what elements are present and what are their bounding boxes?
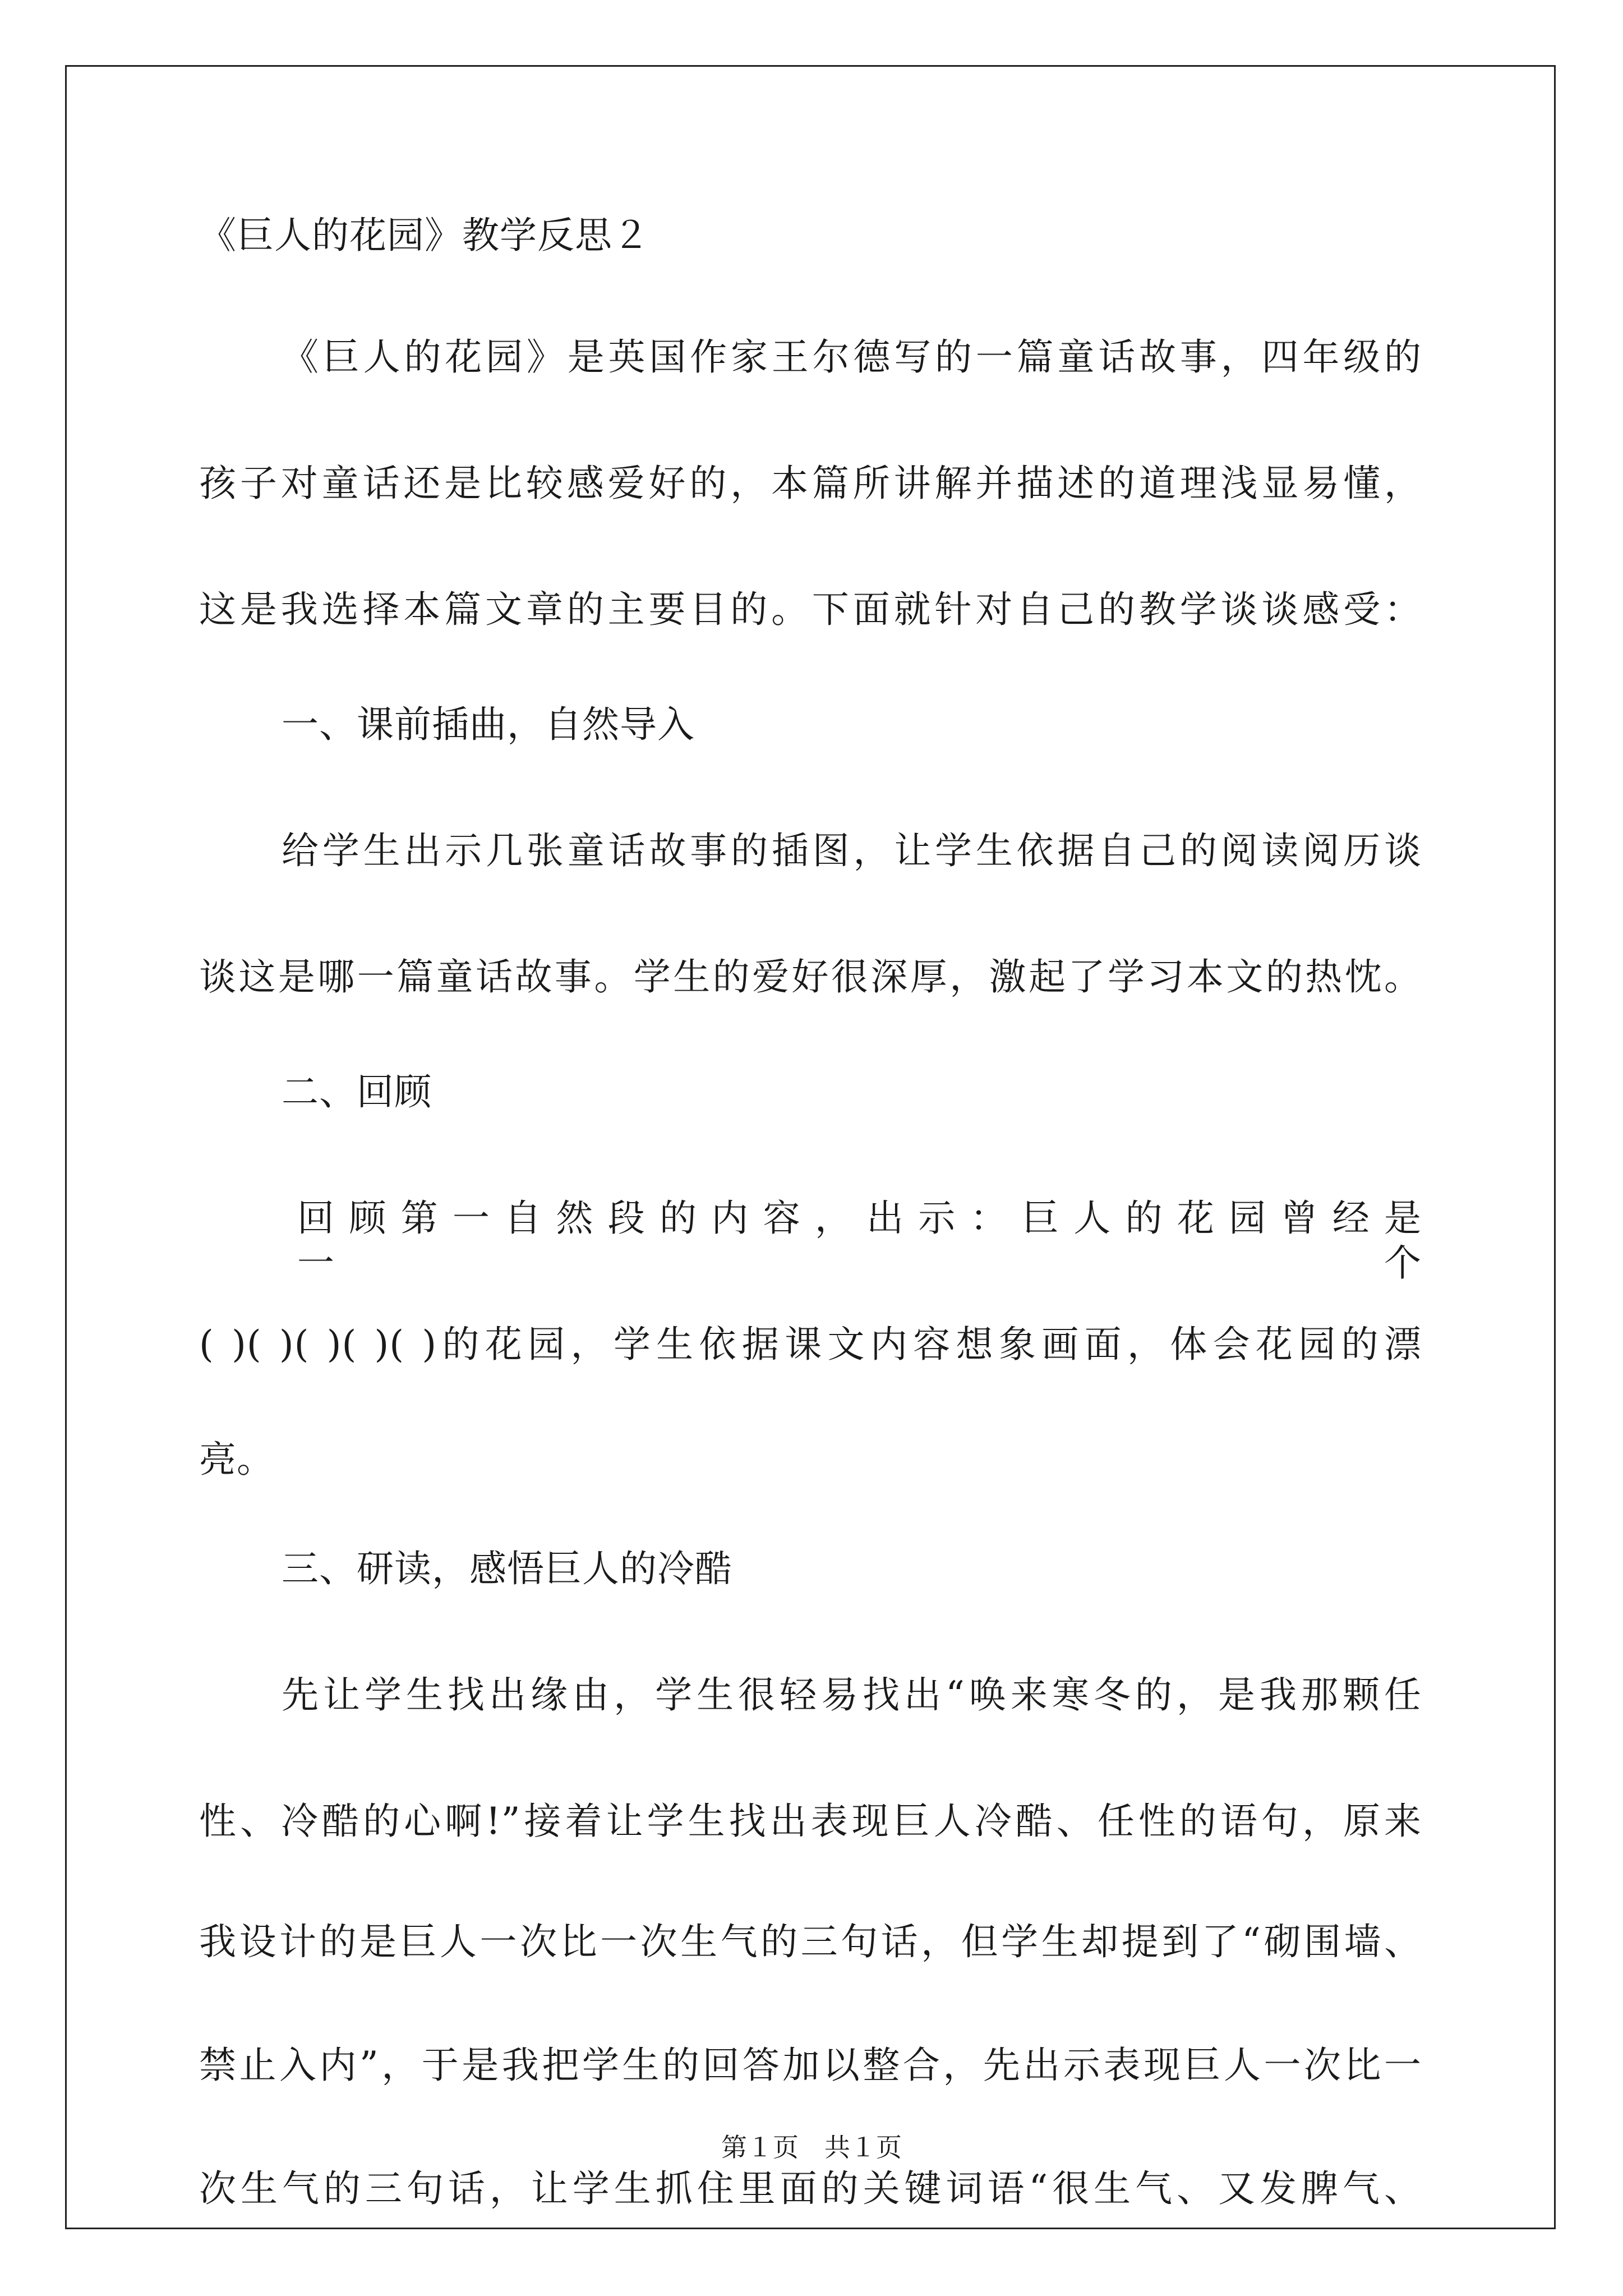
paragraph-line: 亮。 [199,1438,274,1481]
section-heading: 一、课前插曲，自然导入 [282,703,695,746]
paragraph-line: 这是我选择本篇文章的主要目的。下面就针对自己的教学谈谈感受： [199,588,1422,631]
paragraph-line: 我设计的是巨人一次比一次生气的三句话，但学生却提到了“砌围墙、 [199,1920,1422,1963]
paragraph-line: 禁止入内”，于是我把学生的回答加以整合，先出示表现巨人一次比一 [199,2044,1422,2087]
paragraph-line: ( )( )( )( )( )的花园，学生依据课文内容想象画面，体会花园的漂 [199,1323,1422,1366]
paragraph-line: 孩子对童话还是比较感爱好的，本篇所讲解并描述的道理浅显易懂， [199,462,1422,505]
section-heading: 三、研读，感悟巨人的冷酷 [282,1547,732,1590]
paragraph-line: 先让学生找出缘由，学生很轻易找出“唤来寒冬的，是我那颗任 [282,1673,1422,1717]
paragraph-line: 给学生出示几张童话故事的插图，让学生依据自己的阅读阅历谈 [282,829,1422,872]
paragraph-line: 谈这是哪一篇童话故事。学生的爱好很深厚，激起了学习本文的热忱。 [199,955,1422,999]
section-heading: 二、回顾 [282,1070,432,1114]
paragraph-line: 《巨人的花园》是英国作家王尔德写的一篇童话故事，四年级的 [282,335,1422,379]
paragraph-line: 性、冷酷的心啊!”接着让学生找出表现巨人冷酷、任性的语句，原来 [199,1800,1422,1843]
page-number: 第１页 共１页 [721,2132,902,2162]
paragraph-line: 次生气的三句话，让学生抓住里面的关键词语“很生气、又发脾气、 [199,2167,1422,2210]
page-border [65,65,1556,2229]
paragraph-line: 回 顾 第 一 自 然 段 的 内 容 ， 出 示 ： 巨 人 的 花 园 曾 经 是 一 个 [297,1197,1422,1285]
document-title: 《巨人的花园》教学反思２ [199,214,650,257]
